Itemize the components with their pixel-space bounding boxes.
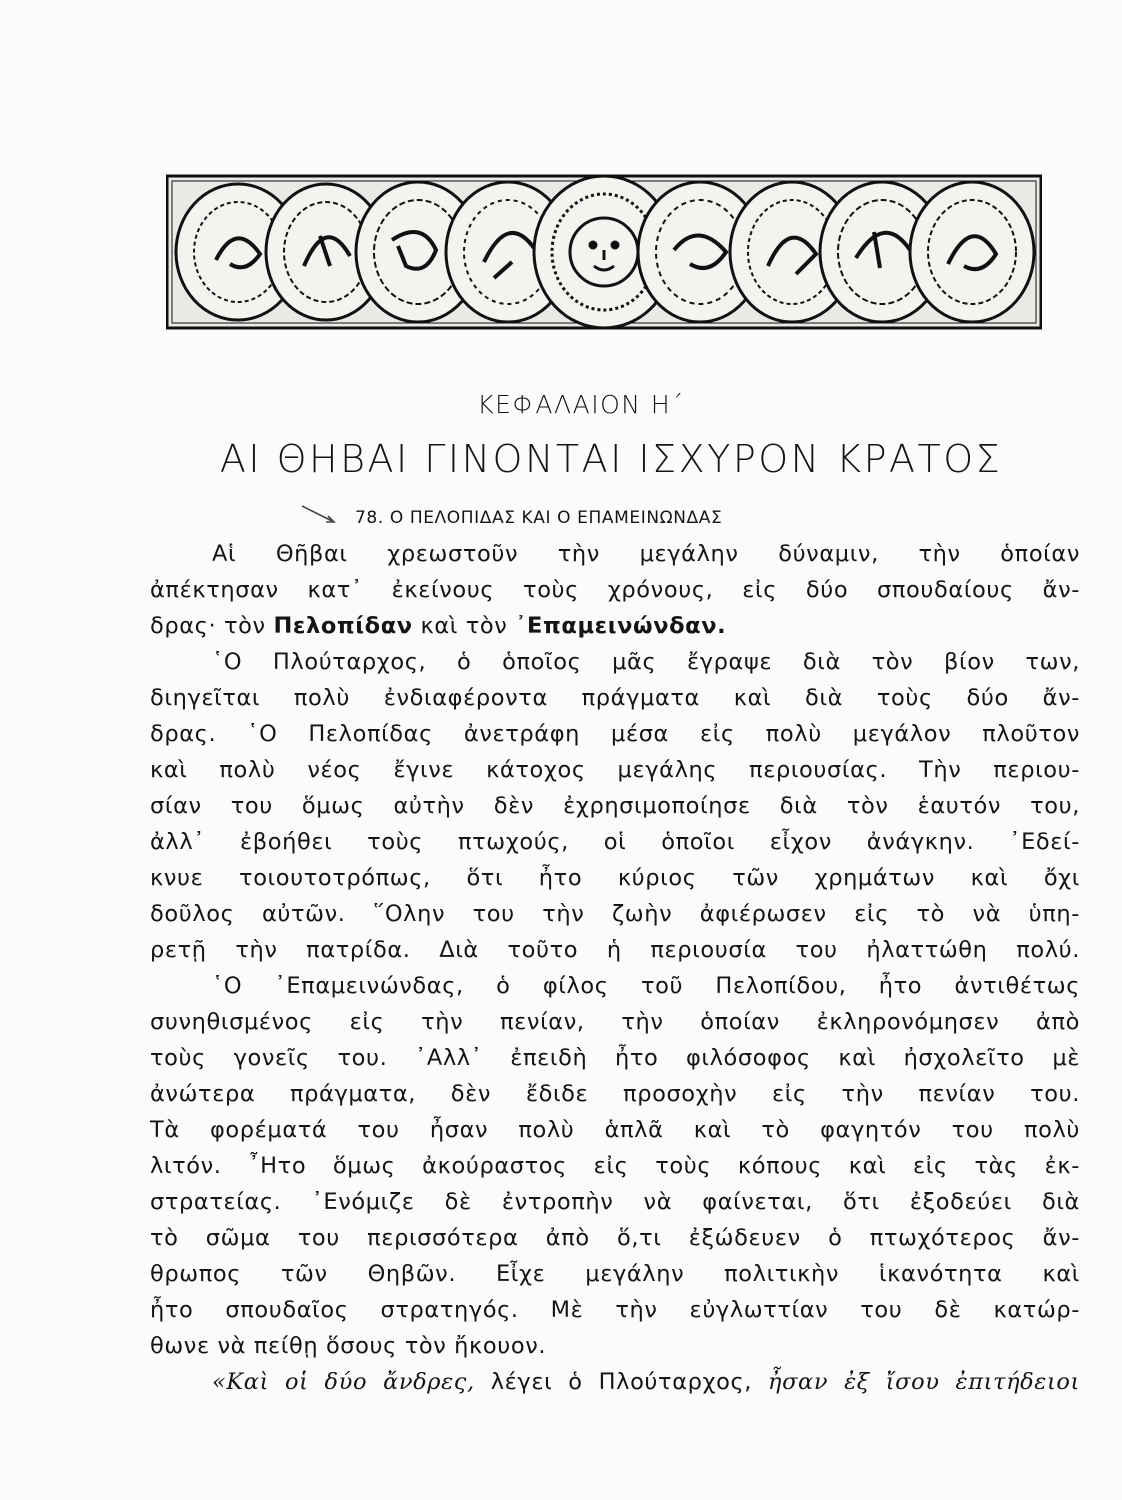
text-line: καὶ πολὺ νέος ἔγινε κάτοχος μεγάλης περιουσίας. Τὴν περιου- — [150, 757, 1080, 783]
text-line: τοὺς γονεῖς του. ᾿Αλλ᾿ ἐπειδὴ ἦτο φιλόσοφος καὶ ἠσχολεῖτο μὲ — [150, 1045, 1080, 1071]
text-line: ρετῇ τὴν πατρίδα. Διὰ τοῦτο ἡ περιουσία του ἠλαττώθη πολύ. — [150, 937, 1080, 963]
text-line: συνηθισμένος εἰς τὴν πενίαν, τὴν ὁποίαν ἐκληρονόμησεν ἀπὸ — [150, 1009, 1080, 1035]
text-line: θρωπος τῶν Θηβῶν. Εἶχε μεγάλην πολιτικὴν ἱκανότητα καὶ — [150, 1261, 1080, 1287]
text-line: λιτόν. ῏Ητο ὅμως ἀκούραστος εἰς τοὺς κόπους καὶ εἰς τὰς ἐκ- — [150, 1153, 1080, 1179]
text-fragment: δρας· τὸν — [150, 613, 266, 639]
text-line: δρας. ῾Ο Πελοπίδας ἀνετράφη μέσα εἰς πολὺ μεγάλον πλοῦτον — [150, 721, 1080, 747]
text-line: θωνε νὰ πείθῃ ὅσους τὸν ἤκουον. — [150, 1333, 547, 1359]
section-heading: 78. Ο ΠΕΛΟΠΙΔΑΣ ΚΑΙ Ο ΕΠΑΜΕΙΝΩΝΔΑΣ — [355, 508, 723, 528]
text-line: ῾Ο ᾿Επαμεινώνδας, ὁ φίλος τοῦ Πελοπίδου, ἦτο ἀντιθέτως — [212, 973, 1080, 999]
chapter-label: ΚΕΦΑΛΑΙΟΝ Η΄ — [477, 390, 685, 419]
shield-frieze-illustration — [166, 170, 1042, 334]
text-line: κνυε τοιουτοτρόπως, ὅτι ἦτο κύριος τῶν χρημάτων καὶ ὄχι — [150, 865, 1080, 891]
text-line: ἀπέκτησαν κατ᾿ ἐκείνους τοὺς χρόνους, εἰς δύο σπουδαίους ἄν- — [150, 577, 1080, 603]
text-line: σίαν του ὅμως αὐτὴν δὲν ἐχρησιμοποίησε διὰ τὸν ἑαυτόν του, — [150, 793, 1080, 819]
text-line: ἀλλ᾿ ἐβοήθει τοὺς πτωχούς, οἱ ὁποῖοι εἶχον ἀνάγκην. ᾿Εδεί- — [150, 829, 1080, 855]
text-line: Τὰ φορέματά του ἦσαν πολὺ ἁπλᾶ καὶ τὸ φαγητόν του πολὺ — [150, 1117, 1080, 1143]
quote-open: «Καὶ οἱ δύο ἄνδρες, — [212, 1369, 475, 1395]
text-line: στρατείας. ᾿Ενόμιζε δὲ ἐντροπὴν νὰ φαίνεται, ὅτι ἐξοδεύει διὰ — [150, 1189, 1080, 1215]
text-line: ῾Ο Πλούταρχος, ὁ ὁποῖος μᾶς ἔγραψε διὰ τὸν βίον των, — [212, 649, 1080, 675]
name-pelopidas: Πελοπίδαν — [273, 613, 413, 639]
quote-rest: ἦσαν ἐξ ἴσου ἐπιτήδειοι — [768, 1369, 1080, 1395]
text-line: ἀνώτερα πράγματα, δὲν ἔδιδε προσοχὴν εἰς τὴν πενίαν του. — [150, 1081, 1080, 1107]
text-line: διηγεῖται πολὺ ἐνδιαφέροντα πράγματα καὶ διὰ τοὺς δύο ἄν- — [150, 685, 1080, 711]
name-epameinondas: ᾿Επαμεινώνδαν. — [515, 613, 727, 639]
chapter-title: ΑΙ ΘΗΒΑΙ ΓΙΝΟΝΤΑΙ ΙΣΧΥΡΟΝ ΚΡΑΤΟΣ — [219, 437, 1003, 481]
text-fragment: λέγει ὁ Πλούταρχος, — [490, 1369, 753, 1395]
text-line: Αἱ Θῆβαι χρεωστοῦν τὴν μεγάλην δύναμιν, τὴν ὁποίαν — [212, 541, 1080, 567]
stray-mark-decoration — [300, 502, 338, 526]
text-fragment: καὶ τὸν — [420, 613, 508, 639]
text-line: ἦτο σπουδαῖος στρατηγός. Μὲ τὴν εὐγλωττίαν του δὲ κατώρ- — [150, 1297, 1080, 1323]
text-line: τὸ σῶμα του περισσότερα ἀπὸ ὅ,τι ἐξώδευεν ὁ πτωχότερος ἄν- — [150, 1225, 1080, 1251]
body-text — [150, 536, 1080, 1400]
text-line — [150, 1364, 1080, 1400]
text-line: δοῦλος αὐτῶν. ῞Ολην του τὴν ζωὴν ἀφιέρωσεν εἰς τὸ νὰ ὑπη- — [150, 901, 1080, 927]
text-line — [150, 608, 1080, 644]
